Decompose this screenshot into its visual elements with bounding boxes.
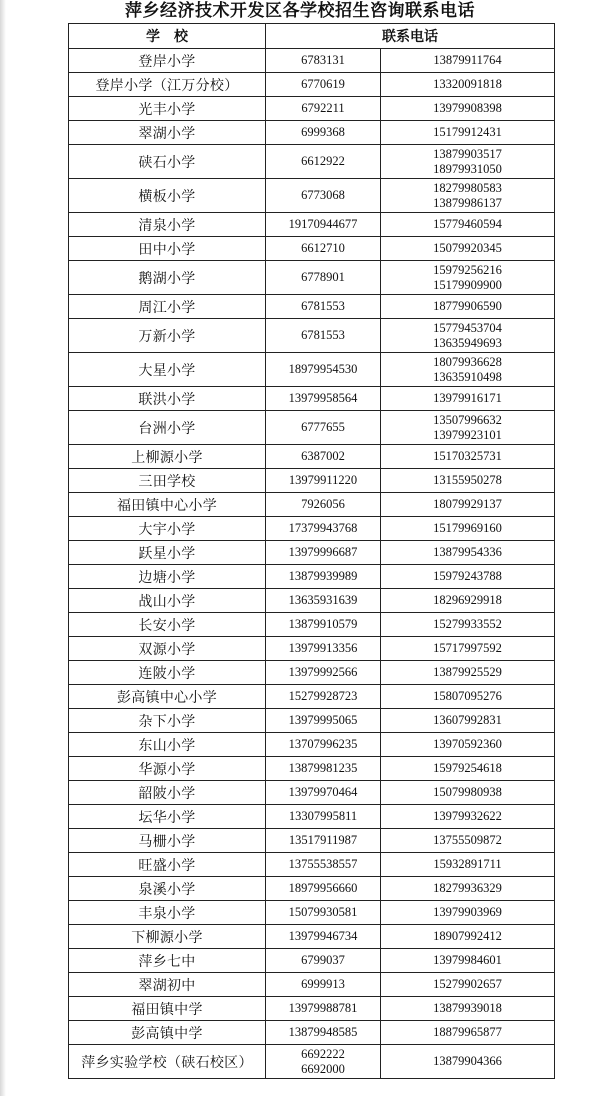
phone-number: 13979903969	[433, 905, 502, 919]
table-row	[69, 685, 555, 709]
phone-number: 15170325731	[433, 449, 502, 463]
phone-number: 15932891711	[433, 857, 502, 871]
phone-number: 18979931050	[433, 161, 502, 176]
phone-number: 13979992566	[288, 665, 358, 679]
phone-number: 13879910579	[288, 617, 358, 631]
table-row	[69, 145, 555, 179]
table-row	[69, 213, 555, 237]
phone-number: 13979911220	[288, 473, 358, 487]
table-row	[69, 949, 555, 973]
school-name: 丰泉小学	[69, 901, 266, 925]
mobile-phone-cell	[381, 565, 555, 589]
table-row	[69, 261, 555, 295]
phone-number: 15279928723	[288, 689, 358, 703]
phone-number: 13879925529	[433, 665, 502, 679]
landline-phone-cell	[266, 493, 381, 517]
school-name: 横板小学	[69, 179, 266, 213]
school-name: 翠湖小学	[69, 121, 266, 145]
phone-number: 18079936628	[433, 354, 502, 369]
phone-number: 6999368	[301, 125, 345, 139]
school-name: 泉溪小学	[69, 877, 266, 901]
mobile-phone-cell	[381, 493, 555, 517]
landline-phone-cell	[266, 1045, 381, 1079]
table-row	[69, 493, 555, 517]
mobile-phone-cell	[381, 733, 555, 757]
phone-number: 18879965877	[433, 1025, 502, 1039]
phone-number: 6783131	[301, 53, 345, 67]
phone-number: 15979256216	[433, 262, 502, 277]
landline-phone-cell	[266, 517, 381, 541]
phone-number: 6612710	[301, 241, 345, 255]
school-name: 台洲小学	[69, 411, 266, 445]
mobile-phone-cell	[381, 781, 555, 805]
table-row	[69, 925, 555, 949]
landline-phone-cell	[266, 757, 381, 781]
landline-phone-cell	[266, 541, 381, 565]
phone-number: 6612922	[301, 154, 345, 168]
phone-number: 13979995065	[288, 713, 358, 727]
landline-phone-cell	[266, 97, 381, 121]
landline-phone-cell	[266, 121, 381, 145]
table-row	[69, 637, 555, 661]
mobile-phone-cell	[381, 1045, 555, 1079]
school-name: 清泉小学	[69, 213, 266, 237]
mobile-phone-cell	[381, 411, 555, 445]
mobile-phone-cell	[381, 829, 555, 853]
table-row	[69, 541, 555, 565]
school-name: 旺盛小学	[69, 853, 266, 877]
mobile-phone-cell	[381, 589, 555, 613]
landline-phone-cell	[266, 973, 381, 997]
school-name: 福田镇中心小学	[69, 493, 266, 517]
phone-number: 13307995811	[288, 809, 358, 823]
mobile-phone-cell	[381, 469, 555, 493]
phone-number: 13979970464	[288, 785, 358, 799]
phone-number: 13707996235	[288, 737, 358, 751]
landline-phone-cell	[266, 319, 381, 353]
school-name: 光丰小学	[69, 97, 266, 121]
phone-number: 13755509872	[433, 833, 502, 847]
phone-number: 13979913356	[288, 641, 358, 655]
phone-number: 15079930581	[288, 905, 358, 919]
table-row	[69, 661, 555, 685]
mobile-phone-cell	[381, 949, 555, 973]
mobile-phone-cell	[381, 213, 555, 237]
table-row	[69, 877, 555, 901]
table-row	[69, 97, 555, 121]
landline-phone-cell	[266, 805, 381, 829]
table-row	[69, 589, 555, 613]
phone-number: 13635949693	[433, 335, 502, 350]
mobile-phone-cell	[381, 853, 555, 877]
landline-phone-cell	[266, 295, 381, 319]
table-row	[69, 49, 555, 73]
phone-number: 13755538557	[288, 857, 358, 871]
mobile-phone-cell	[381, 237, 555, 261]
mobile-phone-cell	[381, 319, 555, 353]
phone-number: 18079929137	[433, 497, 502, 511]
phone-number: 15179909900	[433, 277, 502, 292]
phone-number: 13979923101	[433, 427, 502, 442]
table-row	[69, 709, 555, 733]
table-row	[69, 295, 555, 319]
mobile-phone-cell	[381, 97, 555, 121]
table-row	[69, 387, 555, 411]
phone-number: 15807095276	[433, 689, 502, 703]
phone-number: 6781553	[301, 328, 345, 342]
phone-number: 15279902657	[433, 977, 502, 991]
table-row	[69, 1045, 555, 1079]
table-row	[69, 517, 555, 541]
table-row	[69, 469, 555, 493]
landline-phone-cell	[266, 997, 381, 1021]
phone-number: 15179912431	[433, 125, 502, 139]
landline-phone-cell	[266, 387, 381, 411]
phone-number: 6777655	[301, 420, 345, 434]
mobile-phone-cell	[381, 613, 555, 637]
landline-phone-cell	[266, 589, 381, 613]
landline-phone-cell	[266, 353, 381, 387]
school-name: 下柳源小学	[69, 925, 266, 949]
phone-number: 6778901	[301, 270, 345, 284]
school-name: 杂下小学	[69, 709, 266, 733]
school-name: 跃星小学	[69, 541, 266, 565]
phone-number: 13879904366	[433, 1054, 502, 1068]
school-name: 上柳源小学	[69, 445, 266, 469]
mobile-phone-cell	[381, 261, 555, 295]
phone-number: 13979908398	[433, 101, 502, 115]
table-row	[69, 901, 555, 925]
table-row	[69, 853, 555, 877]
school-name: 战山小学	[69, 589, 266, 613]
mobile-phone-cell	[381, 637, 555, 661]
header-phone: 联系电话	[266, 24, 555, 49]
school-name: 华源小学	[69, 757, 266, 781]
table-row	[69, 757, 555, 781]
landline-phone-cell	[266, 901, 381, 925]
landline-phone-cell	[266, 877, 381, 901]
landline-phone-cell	[266, 469, 381, 493]
phone-number: 7926056	[301, 497, 345, 511]
mobile-phone-cell	[381, 973, 555, 997]
table-row	[69, 121, 555, 145]
school-name: 连陂小学	[69, 661, 266, 685]
landline-phone-cell	[266, 237, 381, 261]
landline-phone-cell	[266, 853, 381, 877]
phone-number: 6799037	[301, 953, 345, 967]
page-edge-shadow	[0, 0, 6, 1096]
phone-number: 13879954336	[433, 545, 502, 559]
school-name: 翠湖初中	[69, 973, 266, 997]
phone-number: 6692222	[301, 1046, 345, 1061]
phone-number: 18979956660	[288, 881, 358, 895]
landline-phone-cell	[266, 925, 381, 949]
phone-number: 13979946734	[288, 929, 358, 943]
school-name: 周江小学	[69, 295, 266, 319]
mobile-phone-cell	[381, 145, 555, 179]
school-name: 韶陂小学	[69, 781, 266, 805]
phone-number: 13517911987	[288, 833, 358, 847]
mobile-phone-cell	[381, 997, 555, 1021]
landline-phone-cell	[266, 661, 381, 685]
phone-number: 18296929918	[433, 593, 502, 607]
school-name: 三田学校	[69, 469, 266, 493]
table-row	[69, 237, 555, 261]
table-body	[69, 49, 555, 1079]
mobile-phone-cell	[381, 661, 555, 685]
phone-number: 13879939018	[433, 1001, 502, 1015]
landline-phone-cell	[266, 709, 381, 733]
phone-number: 13635931639	[288, 593, 358, 607]
landline-phone-cell	[266, 49, 381, 73]
school-name: 边塘小学	[69, 565, 266, 589]
school-name: 萍乡实验学校（硖石校区）	[69, 1045, 266, 1079]
contact-table	[68, 23, 555, 1079]
landline-phone-cell	[266, 685, 381, 709]
table-row	[69, 445, 555, 469]
phone-number: 13879948585	[288, 1025, 358, 1039]
school-name: 萍乡七中	[69, 949, 266, 973]
table-row	[69, 73, 555, 97]
table-header-row	[69, 24, 555, 49]
phone-number: 13979932622	[433, 809, 502, 823]
landline-phone-cell	[266, 179, 381, 213]
mobile-phone-cell	[381, 925, 555, 949]
phone-number: 15279933552	[433, 617, 502, 631]
mobile-phone-cell	[381, 49, 555, 73]
phone-number: 13979996687	[288, 545, 358, 559]
phone-number: 13320091818	[433, 77, 502, 91]
school-name: 福田镇中学	[69, 997, 266, 1021]
phone-number: 18979954530	[288, 362, 358, 376]
phone-number: 15979243788	[433, 569, 502, 583]
landline-phone-cell	[266, 613, 381, 637]
phone-number: 6792211	[301, 101, 345, 115]
table-row	[69, 805, 555, 829]
school-name: 双源小学	[69, 637, 266, 661]
landline-phone-cell	[266, 411, 381, 445]
phone-number: 15717997592	[433, 641, 502, 655]
phone-number: 13979988781	[288, 1001, 358, 1015]
phone-number: 6999913	[301, 977, 345, 991]
landline-phone-cell	[266, 733, 381, 757]
phone-number: 13635910498	[433, 369, 502, 384]
school-name: 东山小学	[69, 733, 266, 757]
school-name: 硖石小学	[69, 145, 266, 179]
school-name: 彭高镇中心小学	[69, 685, 266, 709]
phone-number: 17379943768	[288, 521, 358, 535]
mobile-phone-cell	[381, 517, 555, 541]
landline-phone-cell	[266, 565, 381, 589]
landline-phone-cell	[266, 145, 381, 179]
mobile-phone-cell	[381, 541, 555, 565]
mobile-phone-cell	[381, 353, 555, 387]
table-row	[69, 781, 555, 805]
landline-phone-cell	[266, 781, 381, 805]
landline-phone-cell	[266, 637, 381, 661]
phone-number: 13979958564	[288, 391, 358, 405]
phone-number: 15079920345	[433, 241, 502, 255]
phone-number: 15179969160	[433, 521, 502, 535]
mobile-phone-cell	[381, 73, 555, 97]
landline-phone-cell	[266, 949, 381, 973]
school-name: 田中小学	[69, 237, 266, 261]
table-row	[69, 565, 555, 589]
mobile-phone-cell	[381, 179, 555, 213]
landline-phone-cell	[266, 445, 381, 469]
phone-number: 6387002	[301, 449, 345, 463]
landline-phone-cell	[266, 213, 381, 237]
mobile-phone-cell	[381, 805, 555, 829]
phone-number: 19170944677	[288, 217, 358, 231]
phone-number: 13879986137	[433, 195, 502, 210]
phone-number: 13879911764	[433, 53, 502, 67]
landline-phone-cell	[266, 829, 381, 853]
phone-number: 13979916171	[433, 391, 502, 405]
phone-number: 13607992831	[433, 713, 502, 727]
school-name: 登岸小学	[69, 49, 266, 73]
mobile-phone-cell	[381, 445, 555, 469]
phone-number: 15979254618	[433, 761, 502, 775]
mobile-phone-cell	[381, 387, 555, 411]
phone-number: 18279936329	[433, 881, 502, 895]
table-row	[69, 829, 555, 853]
mobile-phone-cell	[381, 901, 555, 925]
school-name: 彭高镇中学	[69, 1021, 266, 1045]
table-row	[69, 1021, 555, 1045]
mobile-phone-cell	[381, 877, 555, 901]
mobile-phone-cell	[381, 121, 555, 145]
school-name: 长安小学	[69, 613, 266, 637]
school-name: 登岸小学（江万分校）	[69, 73, 266, 97]
phone-number: 13879939989	[288, 569, 358, 583]
school-name: 联洪小学	[69, 387, 266, 411]
phone-number: 15779453704	[433, 320, 502, 335]
table-row	[69, 997, 555, 1021]
mobile-phone-cell	[381, 757, 555, 781]
mobile-phone-cell	[381, 295, 555, 319]
phone-number: 13507996632	[433, 412, 502, 427]
school-name: 大宇小学	[69, 517, 266, 541]
table-row	[69, 973, 555, 997]
table-row	[69, 179, 555, 213]
phone-number: 6770619	[301, 77, 345, 91]
phone-number: 13155950278	[433, 473, 502, 487]
school-name: 万新小学	[69, 319, 266, 353]
phone-number: 13970592360	[433, 737, 502, 751]
landline-phone-cell	[266, 1021, 381, 1045]
phone-number: 13979984601	[433, 953, 502, 967]
table-row	[69, 411, 555, 445]
phone-number: 18779906590	[433, 299, 502, 313]
phone-number: 15079980938	[433, 785, 502, 799]
landline-phone-cell	[266, 73, 381, 97]
school-name: 坛华小学	[69, 805, 266, 829]
table-row	[69, 613, 555, 637]
school-name: 马栅小学	[69, 829, 266, 853]
landline-phone-cell	[266, 261, 381, 295]
phone-number: 6781553	[301, 299, 345, 313]
table-row	[69, 353, 555, 387]
phone-number: 6773068	[301, 188, 345, 202]
page-title: 萍乡经济技术开发区各学校招生咨询联系电话	[125, 1, 475, 21]
school-name: 鹅湖小学	[69, 261, 266, 295]
phone-number: 15779460594	[433, 217, 502, 231]
table-row	[69, 733, 555, 757]
phone-number: 13879981235	[288, 761, 358, 775]
mobile-phone-cell	[381, 685, 555, 709]
phone-number: 18279980583	[433, 180, 502, 195]
header-school: 学 校	[69, 24, 266, 49]
table-row	[69, 319, 555, 353]
phone-number: 18907992412	[433, 929, 502, 943]
phone-number: 6692000	[301, 1061, 345, 1076]
mobile-phone-cell	[381, 709, 555, 733]
phone-number: 13879903517	[433, 146, 502, 161]
school-name: 大星小学	[69, 353, 266, 387]
mobile-phone-cell	[381, 1021, 555, 1045]
